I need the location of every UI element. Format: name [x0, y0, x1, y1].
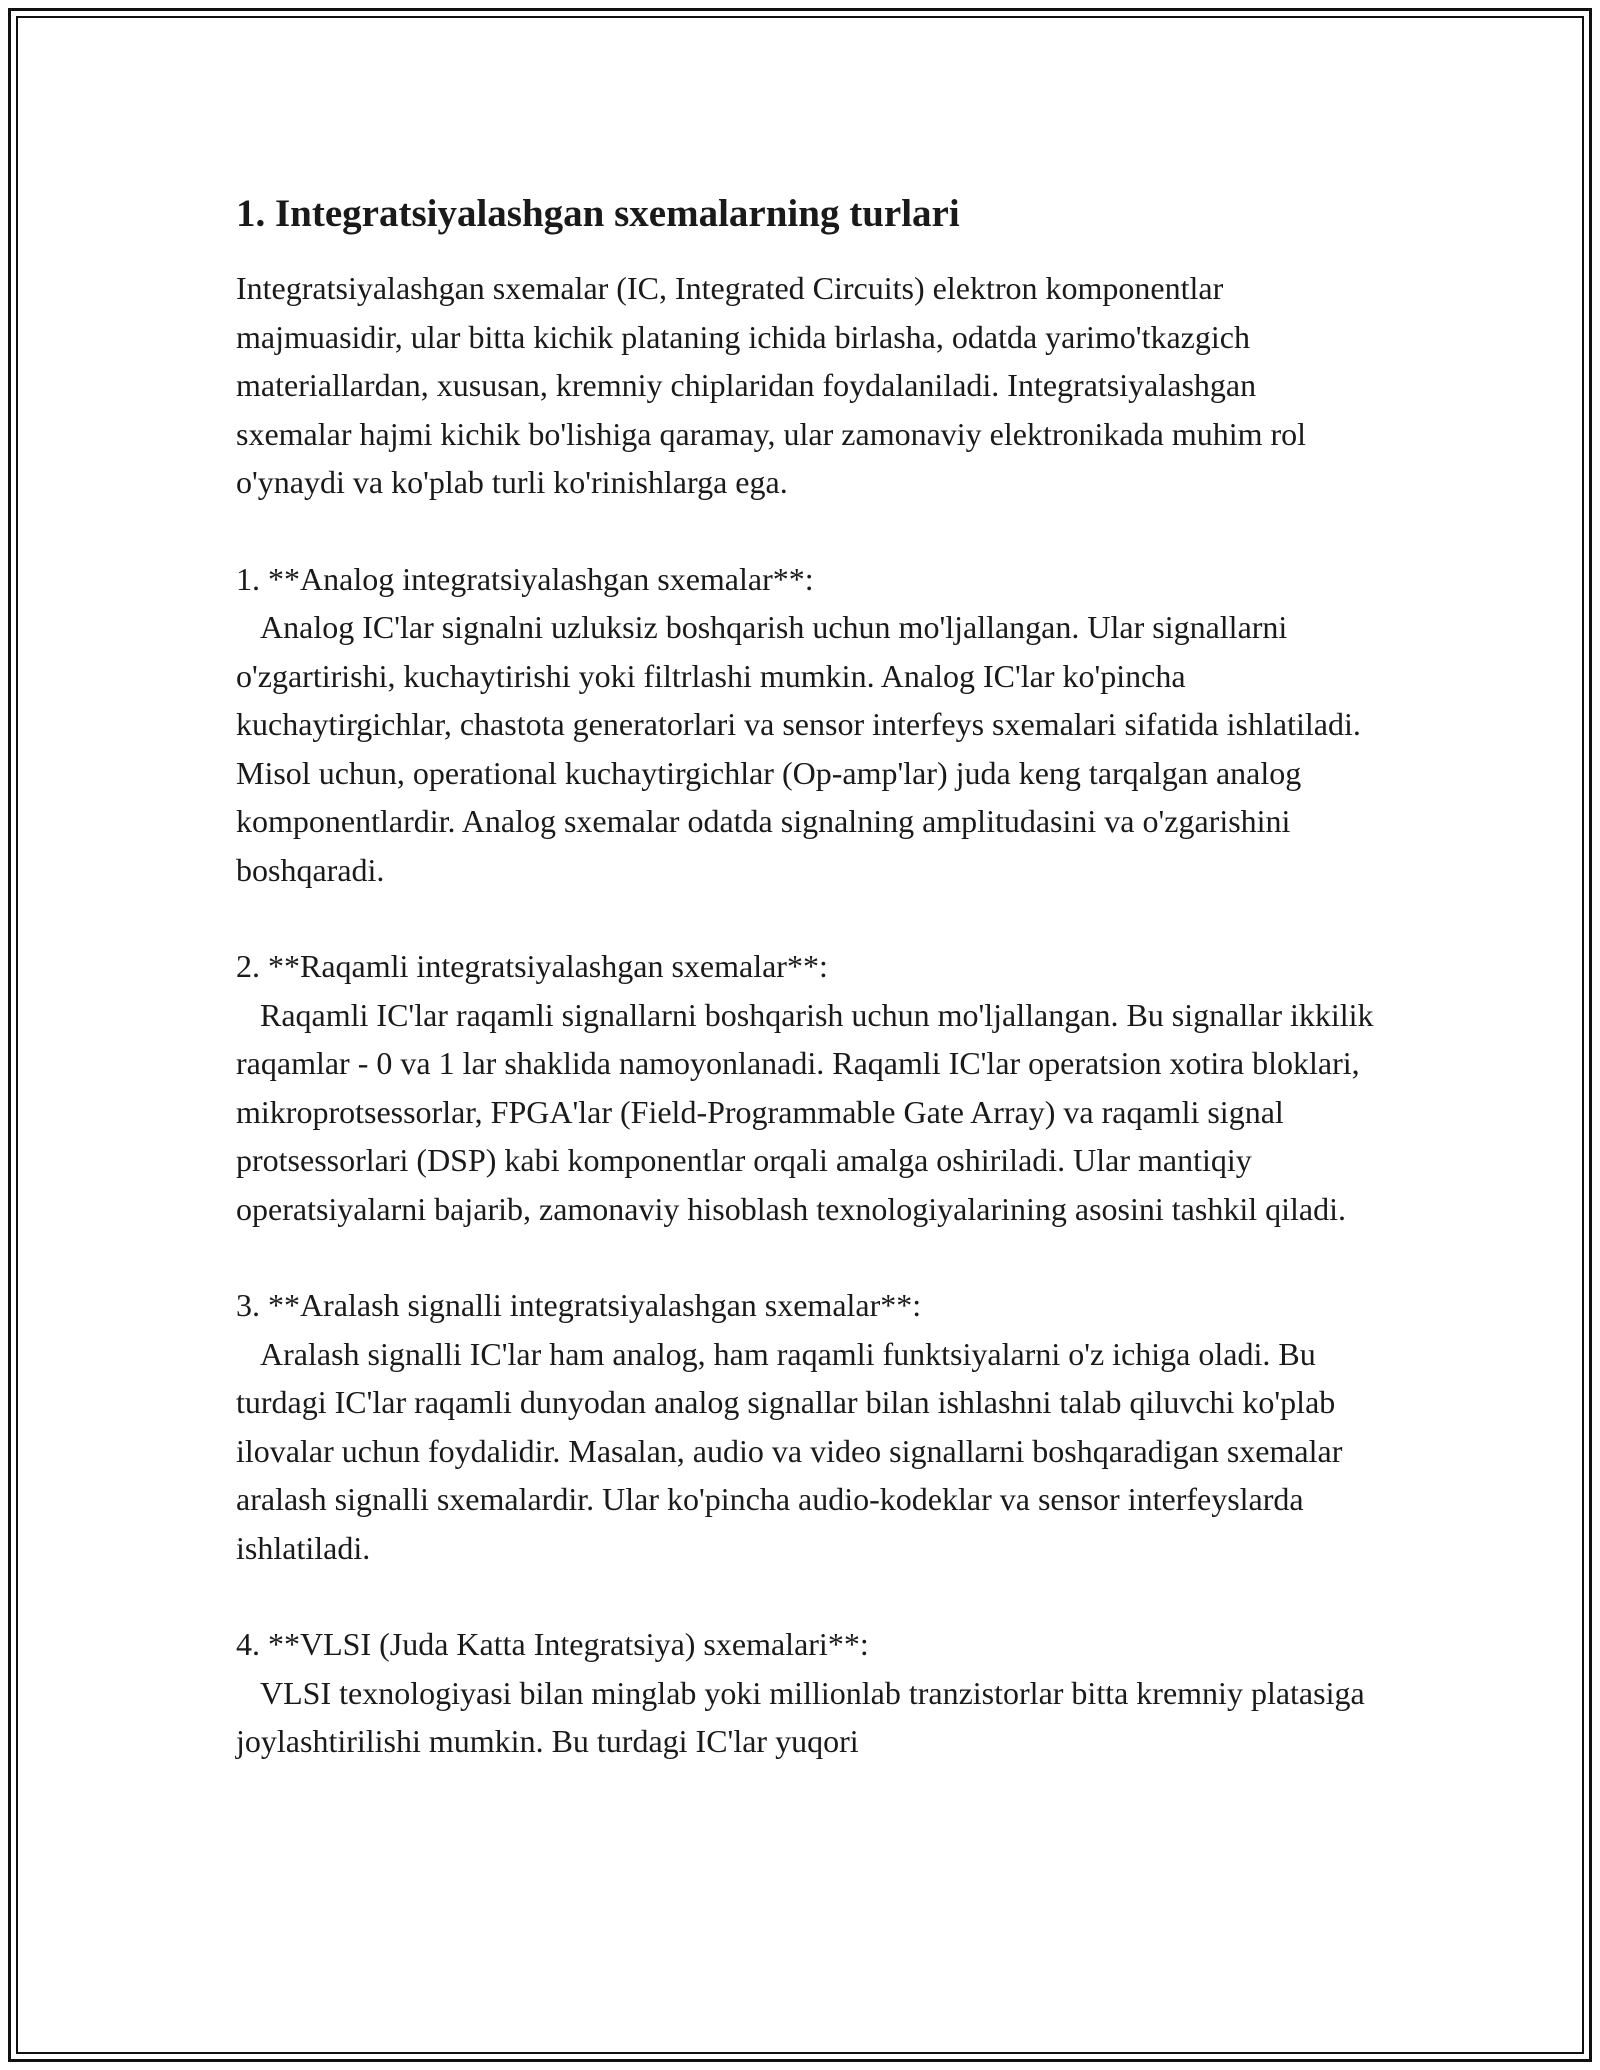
paragraph-gap: [236, 1233, 1376, 1281]
section-4-body: VLSI texnologiyasi bilan minglab yoki millionlab tranzistorlar bitta kremniy platasiga joylashtirilishi mumkin. Bu turdagi IC'lar yuqori: [236, 1674, 1373, 1759]
section-1-title: 1. **Analog integratsiyalashgan sxemalar**:: [236, 560, 814, 597]
section-2-title: 2. **Raqamli integratsiyalashgan sxemalar**:: [236, 948, 828, 984]
paragraph-gap: [236, 1572, 1376, 1620]
intro-paragraph: Integratsiyalashgan sxemalar (IC, Integrated Circuits) elektron komponentlar majmuasidir, ular bitta kichik plataning ichida birlasha, odatda yarimo'tkazgich materiallardan, xususan, kremniy chiplaridan foydalaniladi. Integratsiyalashgan sxemalar hajmi kichik bo'lishiga qaramay, ular zamonaviy elektronikada muhim rol o'ynaydi va ko'plab turli ko'rinishlarga ega.: [236, 270, 1315, 500]
page-title: 1. Integratsiyalashgan sxemalarning turlari: [236, 192, 960, 235]
paragraph-gap: [236, 507, 1376, 555]
section-1-body: Analog IC'lar signalni uzluksiz boshqarish uchun mo'ljallangan. Ular signallarni o'zgartirishi, kuchaytirishi yoki filtrlashi mumkin. Analog IC'lar ko'pincha kuchaytirgichlar, chastota generatorlari va sensor interfeys sxemalari sifatida ishlatiladi. Misol uchun, operational kuchaytirgichlar (Op-amp'lar) juda keng tarqalgan analog komponentlardir. Analog sxemalar odatda signalning amplitudasini va o'zgarishini boshqaradi.: [236, 609, 1369, 888]
document-content: [236, 188, 1382, 1766]
section-2-body: Raqamli IC'lar raqamli signallarni boshqarish uchun mo'ljallangan. Bu signallar ikkilik raqamlar - 0 va 1 lar shaklida namoyonlanadi. Raqamli IC'lar operatsion xotira bloklari, mikroprotsessorlar, FPGA'lar (Field-Programmable Gate Array) va raqamli signal protsessorlari (DSP) kabi komponentlar orqali amalga oshiriladi. Ular mantiqiy operatsiyalarni bajarib, zamonaviy hisoblash texnologiyalarining asosini tashkil qiladi.: [236, 996, 1382, 1227]
section-3-title: 3. **Aralash signalli integratsiyalashgan sxemalar**:: [236, 1287, 922, 1323]
section-4-title: 4. **VLSI (Juda Katta Integratsiya) sxemalari**:: [236, 1626, 869, 1662]
section-3-body: Aralash signalli IC'lar ham analog, ham raqamli funktsiyalarni o'z ichiga oladi. Bu turdagi IC'lar raqamli dunyodan analog signallar bilan ishlashni talab qiluvchi ko'plab ilovalar uchun foydalidir. Masalan, audio va video signallarni boshqaradigan sxemalar aralash signalli sxemalardir. Ular ko'pincha audio-kodeklar va sensor interfeyslarda ishlatiladi.: [236, 1335, 1351, 1566]
paragraph-gap: [236, 894, 1376, 942]
